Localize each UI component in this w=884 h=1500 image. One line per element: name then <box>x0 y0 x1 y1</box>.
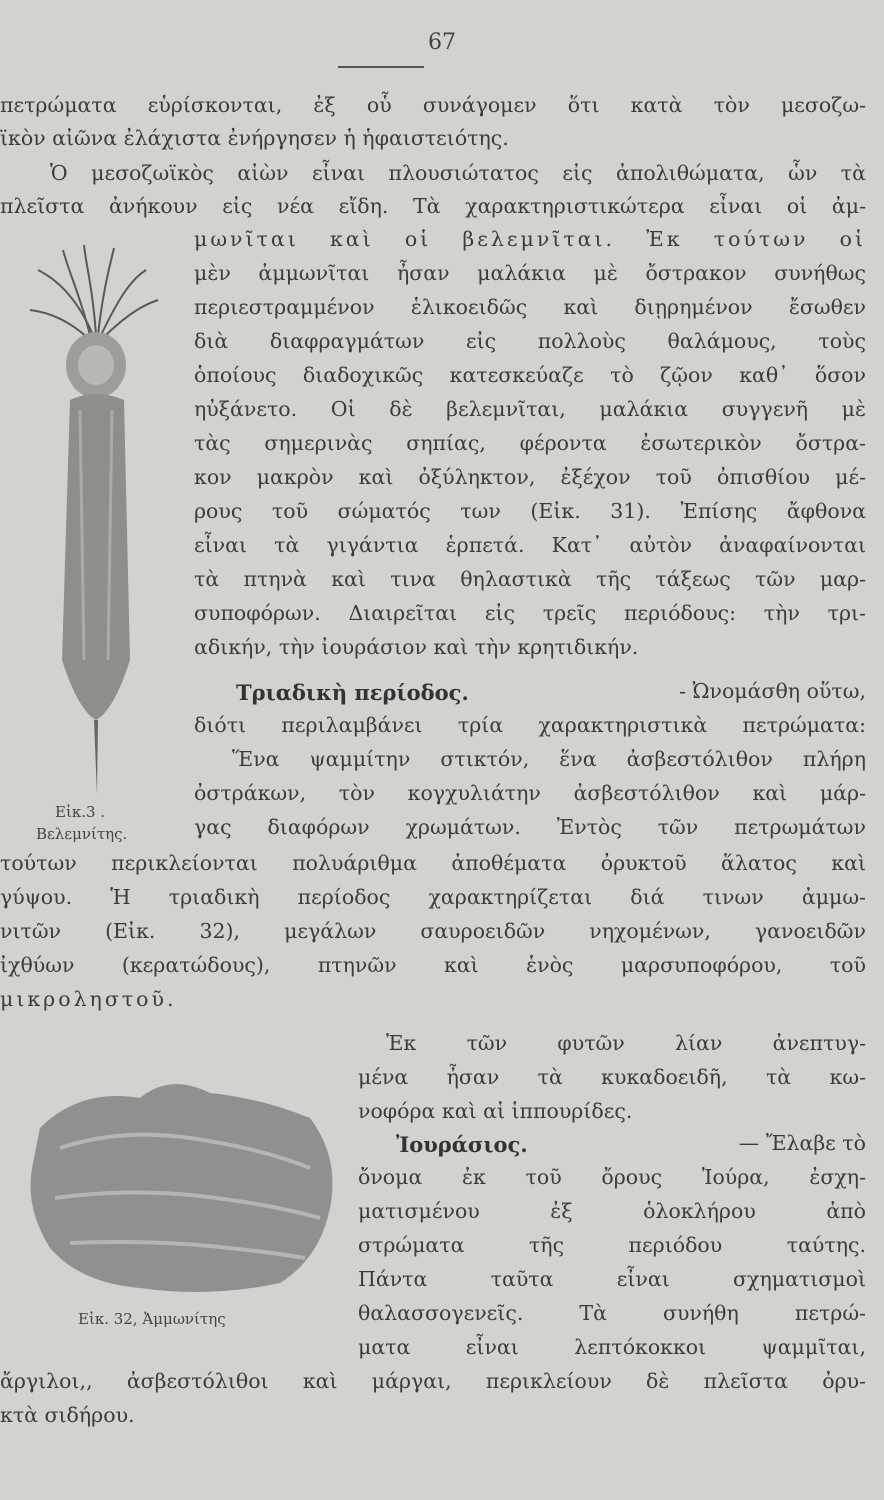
text-line: ηὐξάνετο. Οἱ δὲ βελεμνῖται, μαλάκια συγγενῆ μὲ <box>194 397 866 421</box>
text-line: τὰς σημερινὰς σηπίας, φέροντα ἐσωτερικὸν ὄστρα- <box>194 431 866 455</box>
text-line: θαλασσογενεῖς. Τὰ συνήθη πετρώ- <box>358 1301 866 1325</box>
text-line: — Ἔλαβε τὸ <box>738 1131 866 1155</box>
text-line: μικροληστοῦ. <box>0 987 177 1011</box>
section-heading-jurassic: Ἰουράσιος. <box>396 1132 528 1157</box>
text-line: μὲν ἀμμωνῖται ἦσαν μαλάκια μὲ ὄστρακον συνήθως <box>194 261 866 285</box>
text-line: ἰχθύων (κερατώδους), πτηνῶν καὶ ἑνὸς μαρσυποφόρου, τοῦ <box>0 953 866 977</box>
ammonite-illustration-icon <box>20 1068 342 1298</box>
text-line: ὀστράκων, τὸν κογχυλιάτην ἀσβεστόλιθον καὶ μάρ- <box>194 781 866 805</box>
figure-31-caption-label: Βελεμνίτης. <box>36 825 128 843</box>
section-heading-triassic: Τριαδικὴ περίοδος. <box>236 680 469 705</box>
text-line: διότι περιλαμβάνει τρία χαρακτηριστικὰ πετρώματα: <box>194 713 866 737</box>
text-line: γύψου. Ἡ τριαδικὴ περίοδος χαρακτηρίζεται διά τινων ἀμμω- <box>0 885 866 909</box>
text-line: ματισμένου ἐξ ὁλοκλήρου ἀπὸ <box>358 1199 866 1223</box>
text-line: Ἐκ τῶν φυτῶν λίαν ἀνεπτυγ- <box>386 1031 866 1055</box>
text-line: γας διαφόρων χρωμάτων. Ἐντὸς τῶν πετρωμάτων <box>194 815 866 839</box>
text-line: - Ὠνομάσθη οὕτω, <box>679 679 866 703</box>
text-line: κτὰ σιδήρου. <box>0 1403 135 1427</box>
text-line: πλεῖστα ἀνήκουν εἰς νέα εἴδη. Τὰ χαρακτηριστικώτερα εἶναι οἱ ἀμ- <box>0 194 866 218</box>
text-line: συποφόρων. Διαιρεῖται εἰς τρεῖς περιόδους: τὴν τρι- <box>194 601 866 625</box>
text-line: ὁποίους διαδοχικῶς κατεσκεύαζε τὸ ζῷον καθ᾽ ὅσον <box>194 363 866 387</box>
belemnite-illustration-icon <box>18 240 168 800</box>
text-line: μωνῖται καὶ οἱ βελεμνῖται. Ἐκ τούτων οἱ <box>194 227 866 251</box>
figure-32-caption: Εἰκ. 32, Ἀμμωνίτης <box>78 1310 226 1328</box>
text-line: αδικήν, τὴν ἰουράσιον καὶ τὴν κρητιδικήν. <box>194 635 639 659</box>
page-number-rule <box>338 66 424 68</box>
page-number: 67 <box>428 30 456 55</box>
text-line: πετρώματα εὑρίσκονται, ἐξ οὗ συνάγομεν ὅτι κατὰ τὸν μεσοζω- <box>0 93 866 117</box>
text-line: τούτων περικλείονται πολυάριθμα ἀποθέματα ὀρυκτοῦ ἅλατος καὶ <box>0 851 866 875</box>
text-line: στρώματα τῆς περιόδου ταύτης. <box>358 1233 866 1257</box>
text-line: Ἕνα ψαμμίτην στικτόν, ἕνα ἀσβεστόλιθον πλήρη <box>232 747 866 771</box>
text-line: περιεστραμμένον ἑλικοειδῶς καὶ διῃρημένον ἔσωθεν <box>194 295 866 319</box>
text-line: ϊκὸν αἰῶνα ἐλάχιστα ἐνήργησεν ἡ ἡφαιστειότης. <box>0 126 509 150</box>
text-line: ματα εἶναι λεπτόκοκκοι ψαμμῖται, <box>358 1335 866 1359</box>
text-line: Ὁ μεσοζωϊκὸς αἰὼν εἶναι πλουσιώτατος εἰς ἀπολιθώματα, ὧν τὰ <box>50 161 866 185</box>
text-line: ἄργιλοι,, ἀσβεστόλιθοι καὶ μάργαι, περικλείουν δὲ πλεῖστα ὀρυ- <box>0 1369 866 1393</box>
text-line: εἶναι τὰ γιγάντια ἑρπετά. Κατ᾽ αὐτὸν ἀναφαίνονται <box>194 533 866 557</box>
text-line: Πάντα ταῦτα εἶναι σχηματισμοὶ <box>358 1267 866 1291</box>
text-line: μένα ἦσαν τὰ κυκαδοειδῆ, τὰ κω- <box>358 1065 866 1089</box>
text-line: ὄνομα ἐκ τοῦ ὄρους Ἰούρα, ἐσχη- <box>358 1165 866 1189</box>
text-line: ρους τοῦ σώματός των (Εἰκ. 31). Ἐπίσης ἄφθονα <box>194 499 866 523</box>
text-line: τὰ πτηνὰ καὶ τινα θηλαστικὰ τῆς τάξεως τῶν μαρ- <box>194 567 866 591</box>
text-line: διὰ διαφραγμάτων εἰς πολλοὺς θαλάμους, τοὺς <box>194 329 866 353</box>
text-line: κον μακρὸν καὶ ὀξύληκτον, ἐξέχον τοῦ ὀπισθίου μέ- <box>194 465 866 489</box>
text-line: νοφόρα καὶ αἱ ἱππουρίδες. <box>358 1099 633 1123</box>
text-line: νιτῶν (Εἰκ. 32), μεγάλων σαυροειδῶν νηχομένων, γανοειδῶν <box>0 919 866 943</box>
figure-31-caption: Εἰκ.3 . <box>55 803 106 821</box>
